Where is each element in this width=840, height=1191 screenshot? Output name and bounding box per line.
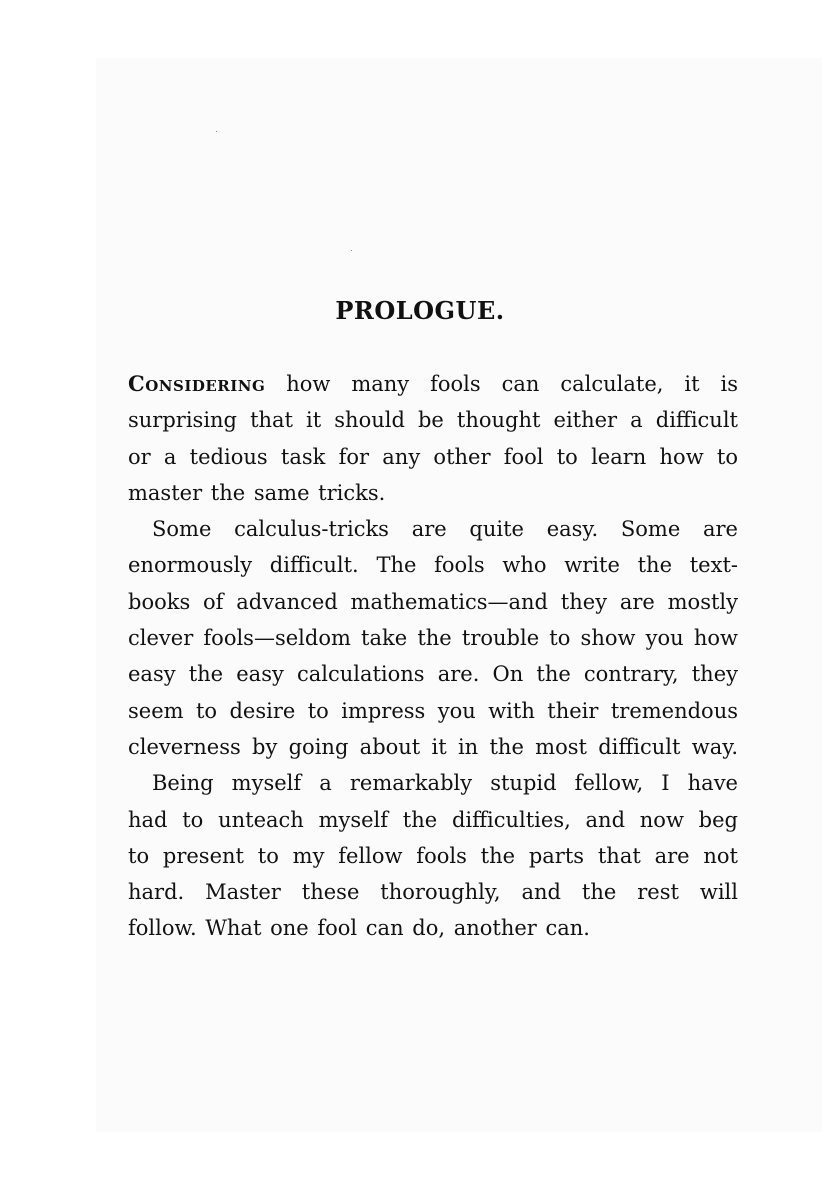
text-line: had to unteach myself the difficulties, and now beg bbox=[128, 807, 738, 832]
text-line: clever fools—seldom take the trouble to show you how bbox=[128, 626, 738, 651]
paragraph-2 bbox=[128, 511, 738, 765]
text-line: seem to desire to impress you with their tremendous bbox=[128, 698, 738, 723]
text-line: Considering how many fools can calculate, it is bbox=[128, 371, 738, 396]
text-line: surprising that it should be thought either a difficult bbox=[128, 408, 738, 433]
paper-speck bbox=[351, 250, 352, 251]
opening-word: Considering bbox=[128, 371, 266, 396]
text-line: or a tedious task for any other fool to learn how to bbox=[128, 444, 738, 469]
paragraph-1 bbox=[128, 366, 738, 511]
text-line: enormously difficult. The fools who write the text- bbox=[128, 553, 738, 578]
text-line: Being myself a remarkably stupid fellow, I have bbox=[152, 771, 738, 796]
paper-speck bbox=[216, 131, 217, 132]
text-line: Some calculus-tricks are quite easy. Some are bbox=[152, 517, 738, 542]
text-line: follow. What one fool can do, another can. bbox=[128, 916, 590, 941]
text-line: easy the easy calculations are. On the contrary, they bbox=[128, 662, 738, 687]
text-line: to present to my fellow fools the parts that are not bbox=[128, 843, 738, 868]
page-title: PROLOGUE. bbox=[335, 296, 505, 325]
text-line: books of advanced mathematics—and they are mostly bbox=[128, 589, 738, 614]
text-line: master the same tricks. bbox=[128, 480, 386, 505]
paragraph-3 bbox=[128, 765, 738, 946]
text-line: hard. Master these thoroughly, and the rest will bbox=[128, 880, 738, 905]
text-line: cleverness by going about it in the most difficult way. bbox=[128, 734, 738, 759]
prologue-body bbox=[128, 366, 738, 947]
